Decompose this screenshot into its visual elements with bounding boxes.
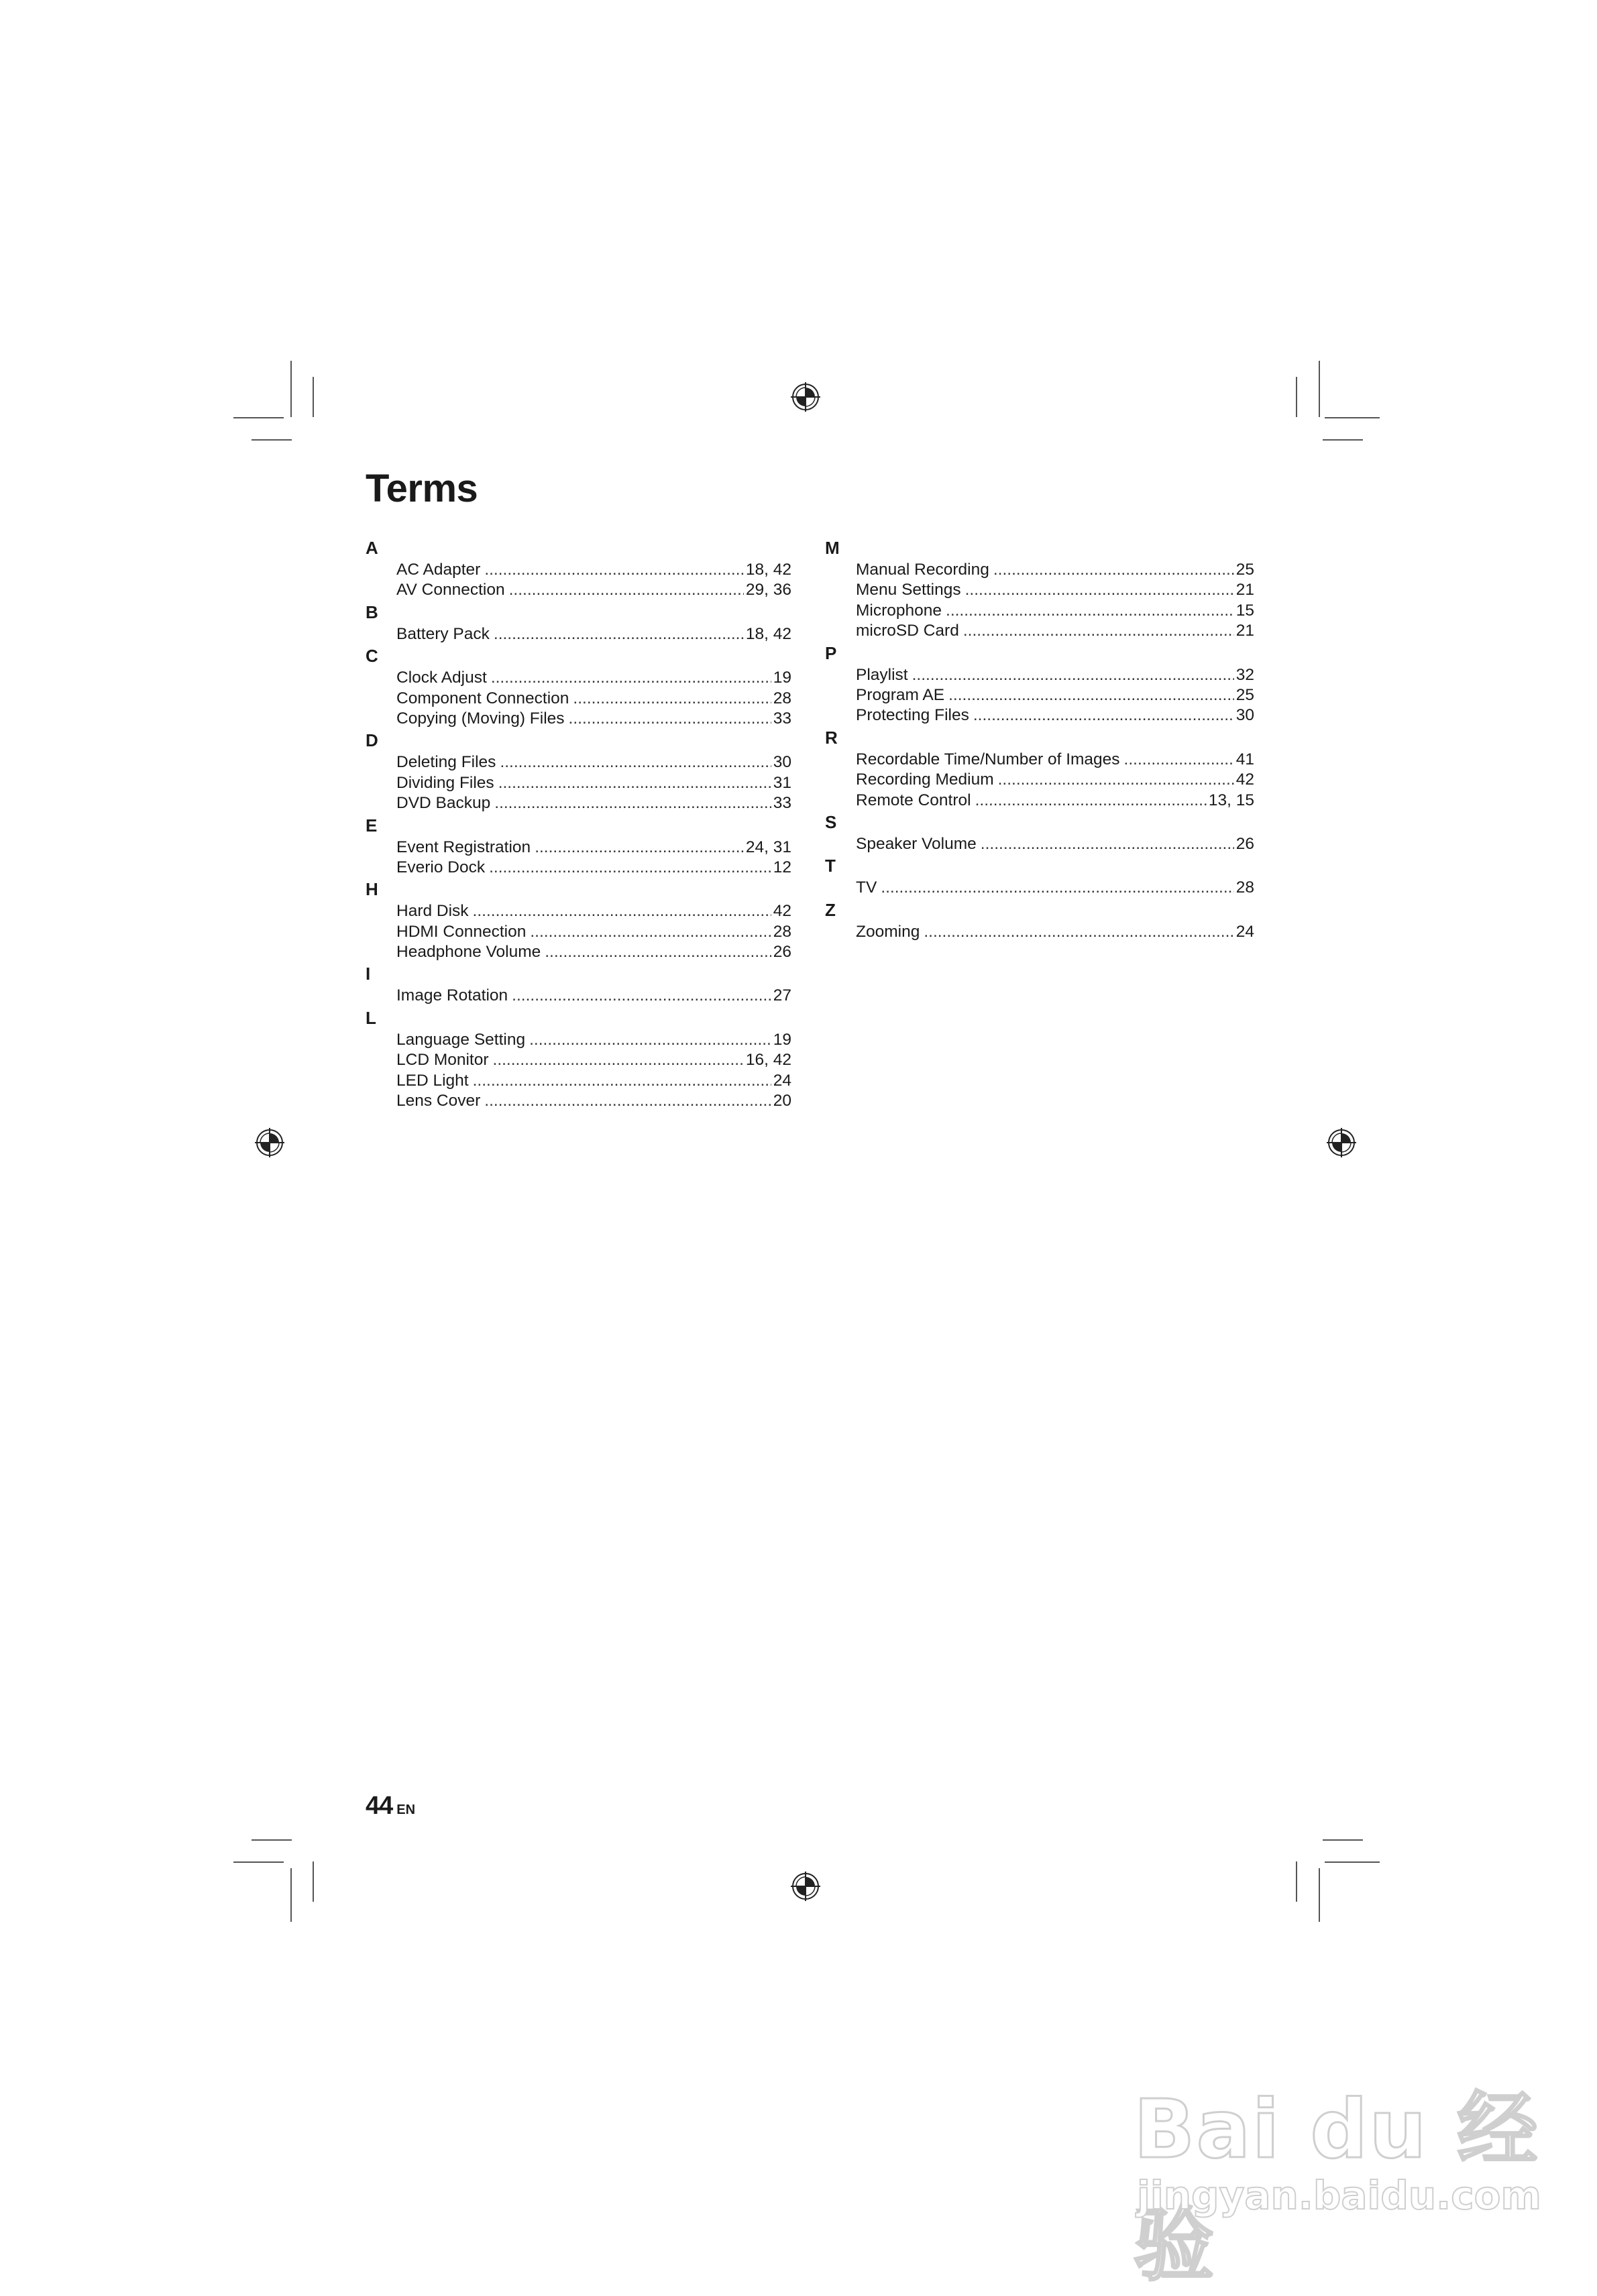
dot-leader (530, 922, 771, 942)
registration-mark-icon (1327, 1128, 1356, 1157)
dot-leader (512, 986, 771, 1006)
index-entry (396, 901, 791, 921)
index-entry (856, 791, 1254, 811)
dot-leader (500, 752, 771, 772)
index-entry-pages: 16, 42 (745, 1051, 791, 1070)
dot-leader (493, 1050, 744, 1070)
index-entry-term: Component Connection (396, 689, 569, 707)
index-section (366, 814, 791, 878)
index-section (825, 536, 1254, 642)
index-entry-pages: 41 (1235, 750, 1254, 768)
index-entry (856, 685, 1254, 705)
index-entry (856, 580, 1254, 600)
index-entry (856, 922, 1254, 942)
index-entry (396, 1091, 791, 1111)
index-entry-pages: 25 (1235, 685, 1254, 704)
index-letter-heading: C (366, 646, 378, 667)
index-entry-term: Image Rotation (396, 986, 508, 1005)
index-entry-pages: 25 (1235, 561, 1254, 579)
crop-mark (313, 377, 314, 417)
dot-leader (473, 1071, 771, 1091)
index-entry-pages: 24 (773, 1071, 791, 1090)
watermark-url: jingyan.baidu.com (1137, 2173, 1541, 2218)
dot-leader (491, 668, 771, 688)
page-number: 44 (366, 1792, 393, 1820)
watermark (1134, 2032, 1563, 2292)
dot-leader (473, 901, 771, 921)
index-entry-pages: 31 (773, 773, 791, 792)
index-entry (396, 922, 791, 942)
dot-leader (545, 942, 771, 962)
index-entry (856, 705, 1254, 726)
index-entry (856, 834, 1254, 854)
crop-mark (1323, 1839, 1363, 1841)
index-entry-term: Recording Medium (856, 770, 994, 789)
index-entry-term: Recordable Time/Number of Images (856, 750, 1120, 768)
index-entry (396, 1050, 791, 1070)
index-section (825, 642, 1254, 726)
index-entry-term: Playlist (856, 665, 908, 684)
crop-mark (290, 361, 292, 417)
dot-leader (509, 580, 744, 600)
dot-leader (912, 665, 1234, 685)
index-entry (396, 986, 791, 1006)
index-entry (856, 770, 1254, 790)
index-entry (396, 793, 791, 813)
index-letter-heading: T (825, 856, 836, 876)
index-letter-heading: B (366, 601, 378, 622)
dot-leader (494, 624, 744, 644)
page-language: EN (396, 1802, 416, 1817)
index-entry-pages: 19 (773, 1030, 791, 1049)
index-section (825, 811, 1254, 854)
index-entry (396, 773, 791, 793)
index-entry (396, 624, 791, 644)
dot-leader (489, 858, 771, 878)
index-entry-pages: 15 (1235, 601, 1254, 620)
index-column-right (825, 536, 1254, 942)
index-entry-term: Remote Control (856, 791, 971, 809)
index-entry-term: Deleting Files (396, 753, 496, 772)
registration-mark-icon (791, 1872, 820, 1901)
index-entry (396, 560, 791, 580)
dot-leader (569, 709, 771, 729)
index-entry-term: HDMI Connection (396, 922, 527, 941)
index-entry-term: Protecting Files (856, 706, 969, 725)
crop-mark (1319, 1868, 1320, 1922)
crop-mark (1325, 417, 1380, 418)
index-entry-pages: 24 (1235, 922, 1254, 941)
dot-leader (963, 621, 1234, 641)
index-entry (856, 621, 1254, 641)
index-section (366, 536, 791, 601)
index-entry-term: LCD Monitor (396, 1051, 489, 1070)
index-entry-term: Headphone Volume (396, 943, 541, 962)
index-section (366, 878, 791, 962)
index-entry-pages: 33 (773, 709, 791, 728)
index-entry-pages: 30 (1235, 706, 1254, 725)
index-entry (396, 752, 791, 772)
crop-mark (1319, 361, 1320, 417)
index-letter-heading: S (825, 811, 837, 832)
crop-mark (1296, 377, 1297, 417)
dot-leader (529, 1030, 771, 1050)
crop-mark (1325, 1861, 1380, 1863)
index-entry-pages: 32 (1235, 665, 1254, 684)
dot-leader (948, 685, 1234, 705)
index-entry-pages: 30 (773, 753, 791, 772)
page-footer (366, 1792, 415, 1821)
index-entry-term: Clock Adjust (396, 669, 487, 687)
index-entry-term: Menu Settings (856, 581, 961, 599)
index-entry-term: Dividing Files (396, 773, 494, 792)
index-entry-pages: 21 (1235, 581, 1254, 599)
index-entry-term: Program AE (856, 685, 945, 704)
index-entry-term: Speaker Volume (856, 834, 977, 853)
index-letter-heading: P (825, 642, 837, 663)
index-entry-pages: 42 (773, 902, 791, 921)
index-letter-heading: R (825, 727, 838, 748)
index-section (366, 601, 791, 644)
crop-mark (252, 1839, 292, 1841)
index-letter-heading: A (366, 538, 378, 558)
dot-leader (924, 922, 1233, 942)
index-entry (396, 1071, 791, 1091)
index-letter-heading: M (825, 538, 840, 558)
index-entry (856, 560, 1254, 580)
dot-leader (975, 791, 1207, 811)
index-entry (396, 689, 791, 709)
dot-leader (535, 838, 744, 858)
index-entry-term: microSD Card (856, 622, 959, 640)
index-entry-term: Microphone (856, 601, 942, 620)
dot-leader (573, 689, 771, 709)
index-entry-pages: 33 (773, 794, 791, 813)
index-entry-term: Zooming (856, 922, 920, 941)
index-entry-term: Lens Cover (396, 1092, 481, 1110)
crop-mark (233, 1861, 284, 1863)
dot-leader (993, 560, 1234, 580)
dot-leader (946, 601, 1234, 621)
index-entry-term: Language Setting (396, 1030, 526, 1049)
index-entry-term: TV (856, 878, 877, 897)
index-section (825, 726, 1254, 811)
crop-mark (1296, 1861, 1297, 1902)
index-entry-term: Manual Recording (856, 561, 989, 579)
index-section (366, 962, 791, 1006)
crop-mark (313, 1861, 314, 1902)
index-entry (396, 668, 791, 688)
index-entry (396, 580, 791, 600)
index-entry-pages: 26 (1235, 834, 1254, 853)
index-entry-pages: 24, 31 (745, 838, 791, 856)
index-letter-heading: I (366, 964, 371, 984)
crop-mark (1323, 439, 1363, 441)
index-section (825, 899, 1254, 942)
index-entry-pages: 42 (1235, 770, 1254, 789)
page-title: Terms (366, 467, 478, 510)
index-entry (396, 942, 791, 962)
index-letter-heading: H (366, 879, 378, 900)
dot-leader (494, 793, 771, 813)
index-entry-term: Everio Dock (396, 858, 486, 876)
dot-leader (973, 705, 1234, 726)
index-entry-pages: 28 (773, 922, 791, 941)
index-entry-term: Copying (Moving) Files (396, 709, 565, 728)
registration-mark-icon (255, 1128, 284, 1157)
dot-leader (981, 834, 1234, 854)
index-entry (396, 709, 791, 729)
index-entry-pages: 18, 42 (745, 624, 791, 643)
index-entry-term: Battery Pack (396, 624, 490, 643)
index-section (366, 729, 791, 813)
index-letter-heading: Z (825, 899, 836, 920)
dot-leader (1124, 750, 1234, 770)
index-section (366, 644, 791, 729)
index-letter-heading: E (366, 815, 378, 836)
index-entry-pages: 26 (773, 943, 791, 962)
dot-leader (484, 1091, 771, 1111)
index-column-left (366, 536, 791, 1111)
index-entry-pages: 18, 42 (745, 561, 791, 579)
index-entry (856, 878, 1254, 898)
index-entry-term: LED Light (396, 1071, 469, 1090)
dot-leader (484, 560, 744, 580)
index-entry (396, 858, 791, 878)
index-entry-pages: 28 (773, 689, 791, 707)
dot-leader (998, 770, 1234, 790)
index-letter-heading: L (366, 1007, 376, 1028)
index-entry-term: Hard Disk (396, 902, 469, 921)
crop-mark (233, 417, 284, 418)
crop-mark (252, 439, 292, 441)
registration-mark-icon (791, 382, 820, 412)
index-entry-pages: 29, 36 (745, 581, 791, 599)
crop-mark (290, 1868, 292, 1922)
index-entry (396, 1030, 791, 1050)
index-entry (856, 665, 1254, 685)
index-entry-pages: 13, 15 (1208, 791, 1254, 809)
index-entry-term: Event Registration (396, 838, 531, 856)
index-letter-heading: D (366, 730, 378, 751)
index-entry-pages: 28 (1235, 878, 1254, 897)
dot-leader (498, 773, 771, 793)
index-entry-pages: 27 (773, 986, 791, 1005)
index-entry-pages: 12 (773, 858, 791, 876)
index-entry (396, 838, 791, 858)
index-entry (856, 750, 1254, 770)
index-entry-pages: 19 (773, 669, 791, 687)
dot-leader (881, 878, 1233, 898)
index-section (366, 1007, 791, 1112)
index-entry-pages: 20 (773, 1092, 791, 1110)
index-entry-term: AV Connection (396, 581, 505, 599)
index-entry-term: DVD Backup (396, 794, 491, 813)
index-section (825, 854, 1254, 898)
watermark-brand: Bai du 经验 (1134, 2083, 1539, 2292)
dot-leader (965, 580, 1234, 600)
index-entry (856, 601, 1254, 621)
index-entry-pages: 21 (1235, 622, 1254, 640)
index-entry-term: AC Adapter (396, 561, 481, 579)
